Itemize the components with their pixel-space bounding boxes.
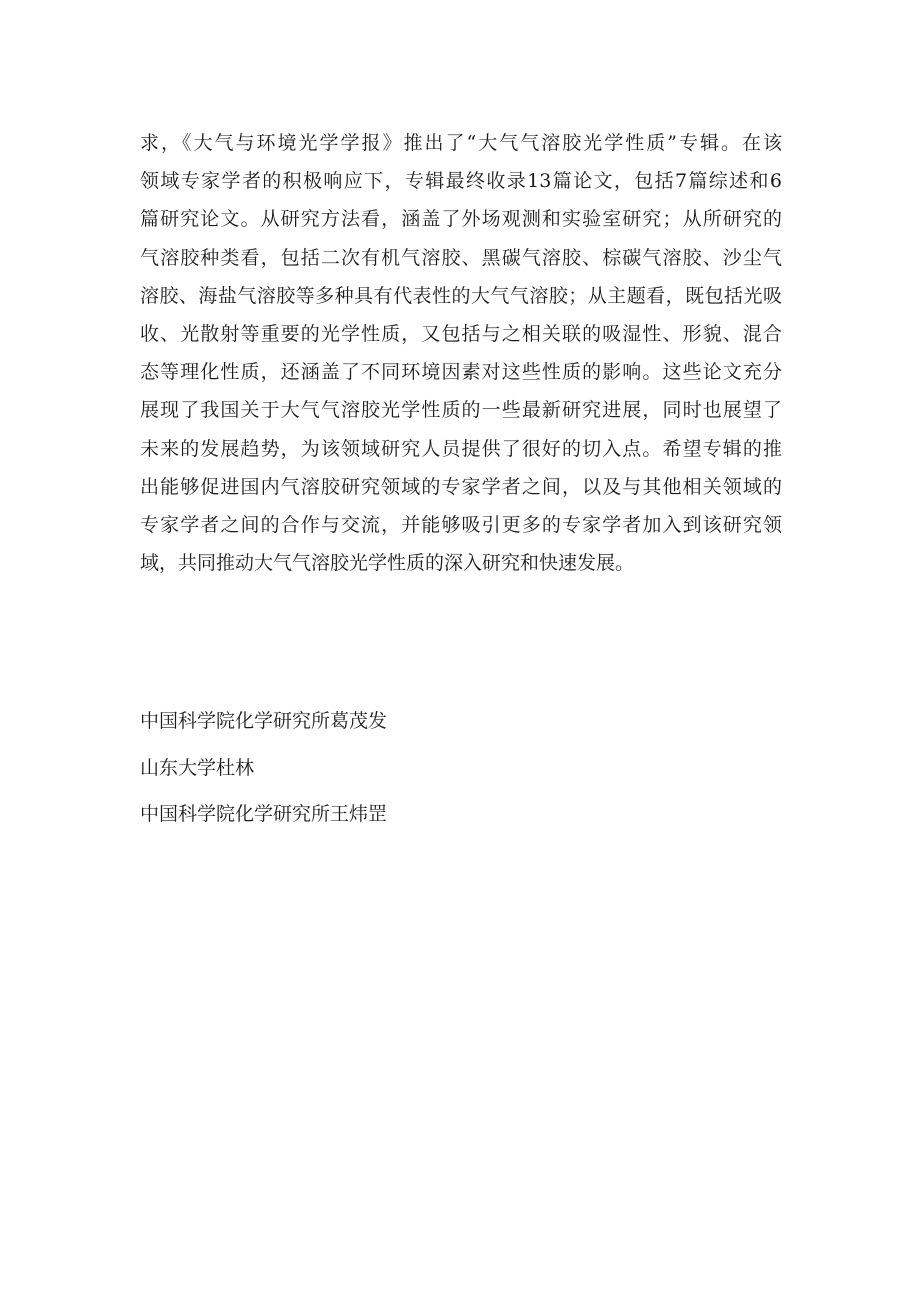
paragraph-line: 专家学者之间的合作与交流，并能够吸引更多的专家学者加入到该研究领 [140,513,782,536]
paragraph-line: 出能够促进国内气溶胶研究领域的专家学者之间，以及与其他相关领域的 [140,475,782,498]
paragraph-line: 溶胶、海盐气溶胶等多种具有代表性的大气气溶胶；从主题看，既包括光吸 [140,284,782,307]
paragraph-line: 气溶胶种类看，包括二次有机气溶胶、黑碳气溶胶、棕碳气溶胶、沙尘气 [140,246,782,269]
signature-line: 山东大学杜林 [140,756,255,779]
signature-block [140,702,782,842]
signature-line: 中国科学院化学研究所葛茂发 [140,710,388,732]
paragraph-line: 未来的发展趋势，为该领域研究人员提供了很好的切入点。希望专辑的推 [140,437,782,460]
paragraph-line: 领域专家学者的积极响应下，专辑最终收录13篇论文，包括7篇综述和6 [140,170,782,193]
signature-line: 中国科学院化学研究所王炜罡 [140,803,388,825]
paragraph-line: 域，共同推动大气气溶胶光学性质的深入研究和快速发展。 [140,552,635,575]
paragraph-line: 篇研究论文。从研究方法看，涵盖了外场观测和实验室研究；从所研究的 [140,208,782,231]
paragraph-line: 收、光散射等重要的光学性质，又包括与之相关联的吸湿性、形貌、混合 [140,322,782,345]
paragraph-line: 态等理化性质，还涵盖了不同环境因素对这些性质的影响。这些论文充分 [140,361,782,384]
paragraph-line: 展现了我国关于大气气溶胶光学性质的一些最新研究进展，同时也展望了 [140,399,782,422]
paragraph-line: 求，《大气与环境光学学报》推出了“大气气溶胶光学性质”专辑。在该 [140,132,782,154]
body-paragraph [140,124,782,582]
